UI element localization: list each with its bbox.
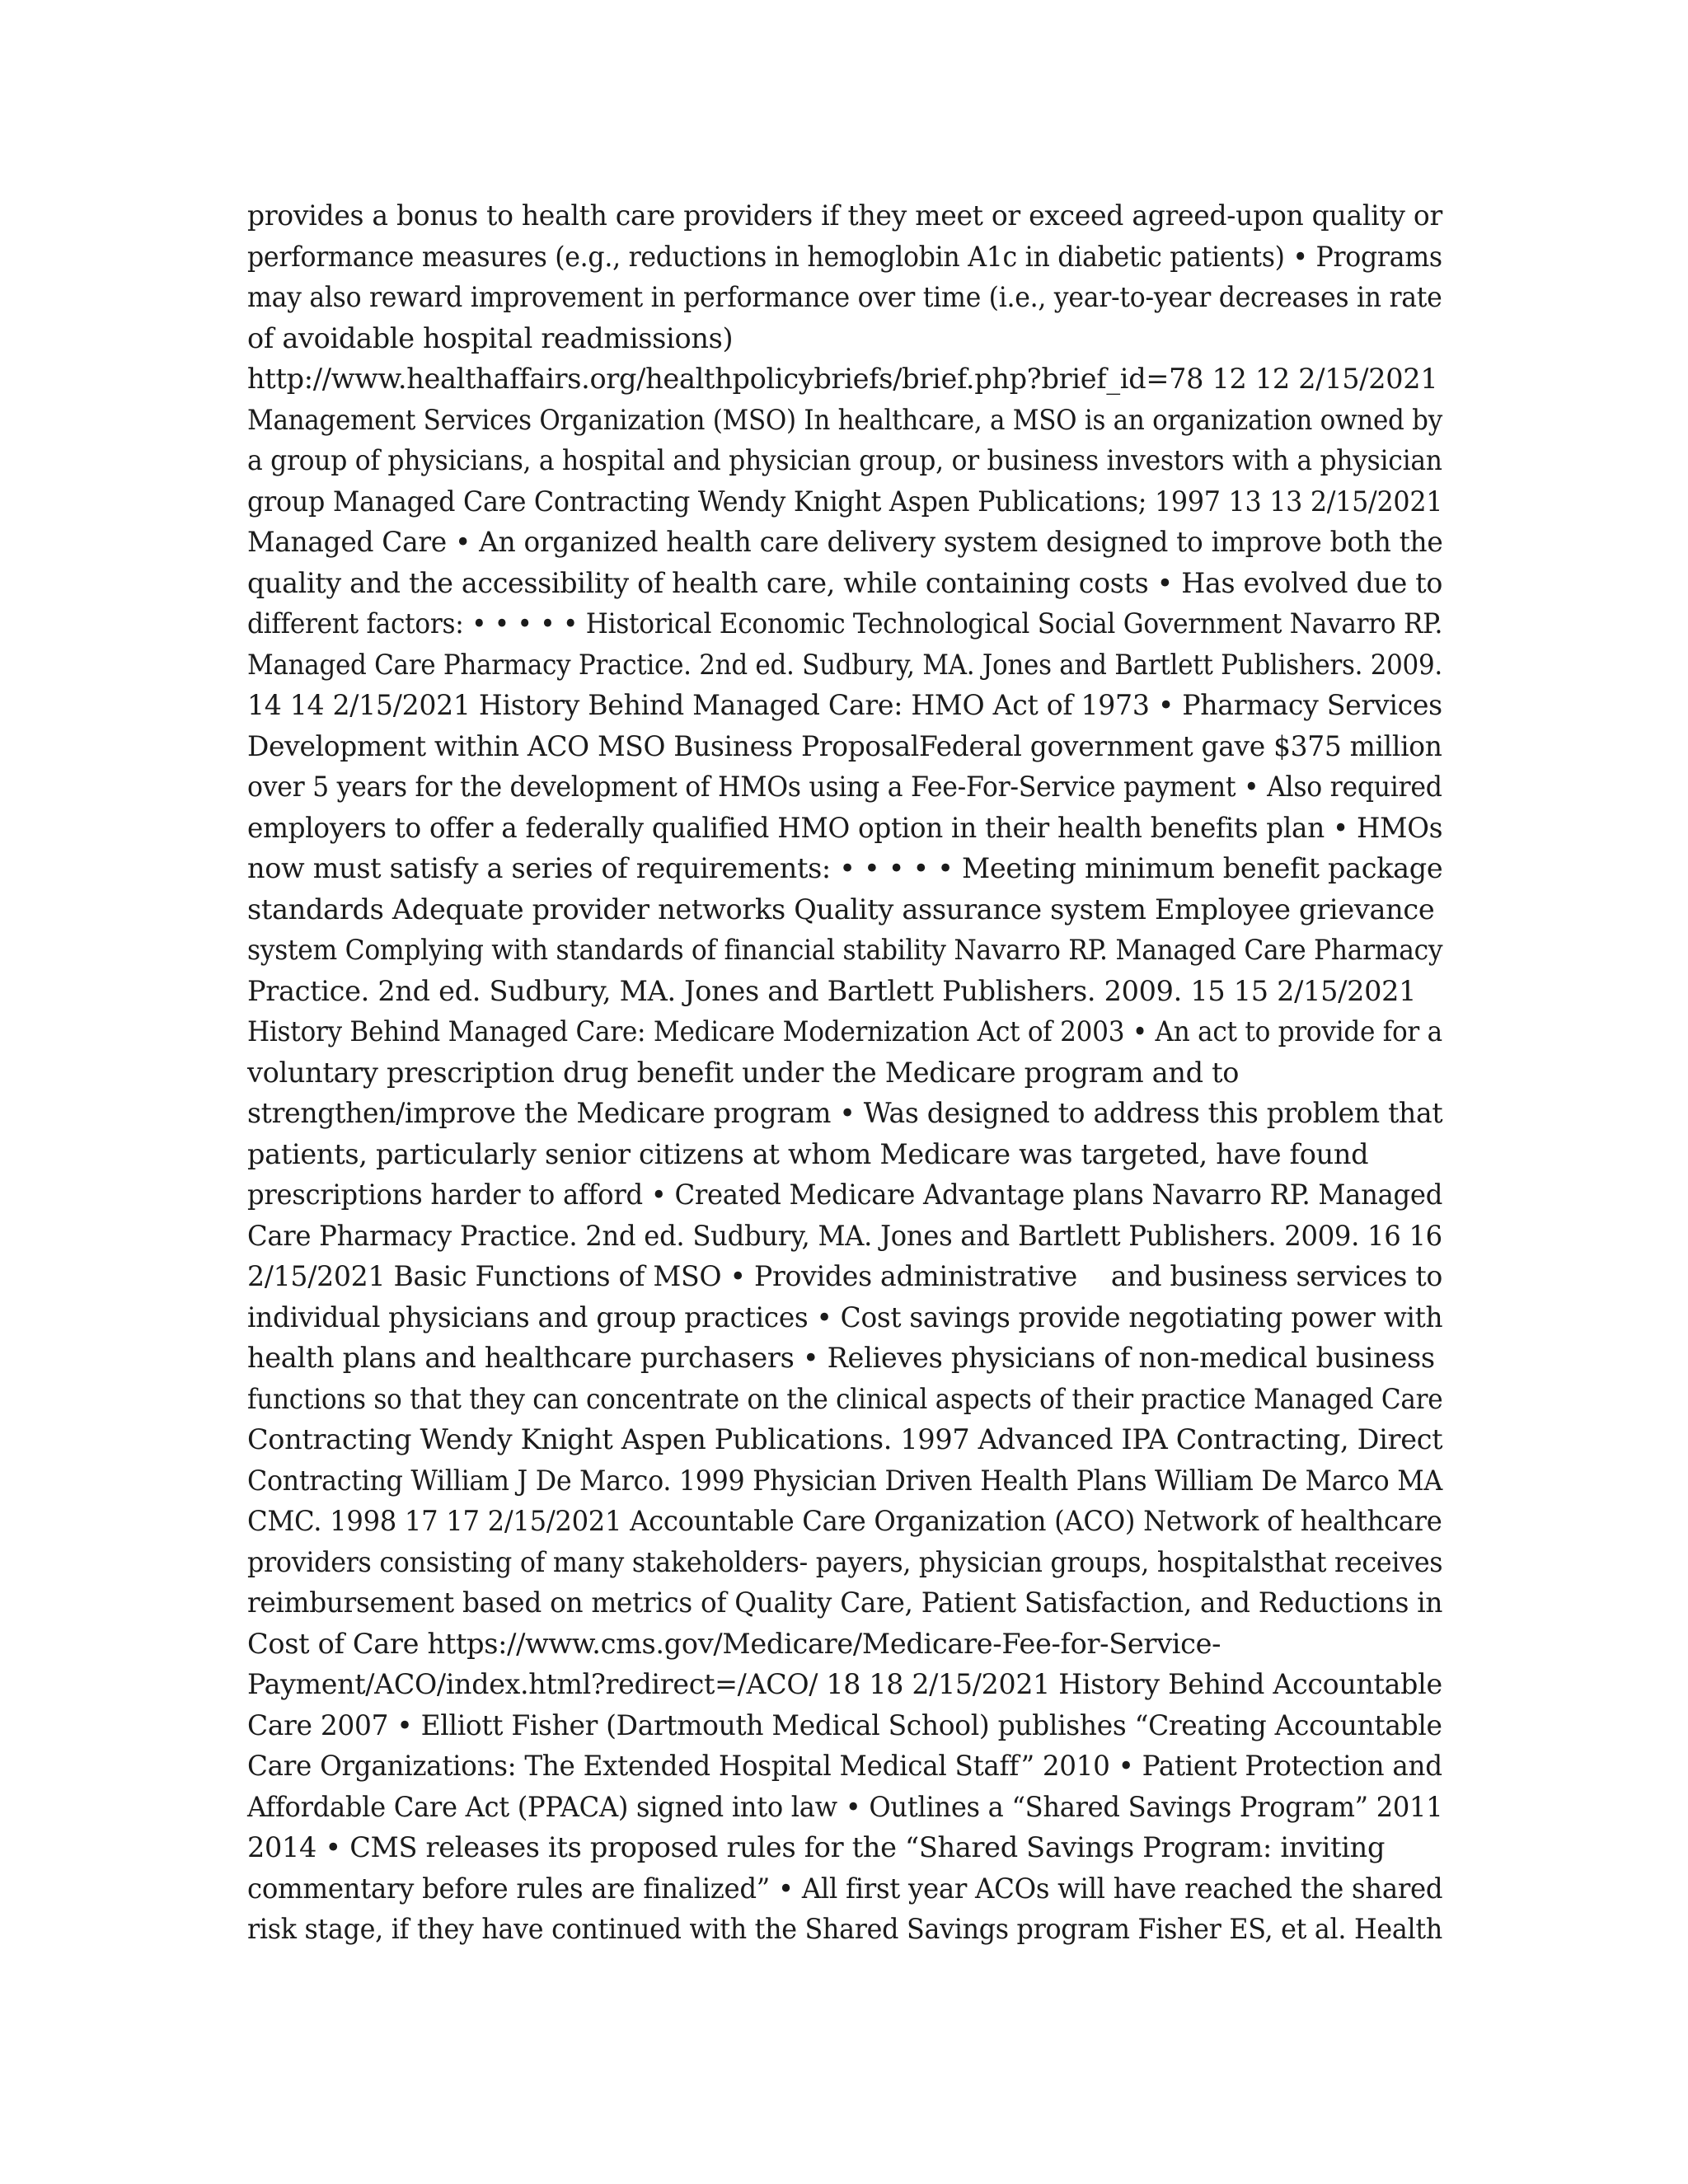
text-line: Affordable Care Act (PPACA) signed into law • Outlines a “Shared Savings Program” 2011 — [247, 1790, 1443, 1823]
text-line: commentary before rules are finalized” • All first year ACOs will have reached the shared — [247, 1872, 1443, 1905]
text-line: voluntary prescription drug benefit under the Medicare program and to — [247, 1056, 1240, 1089]
text-line: may also reward improvement in performance over time (i.e., year-to-year decreases in rate — [247, 281, 1442, 313]
text-line: employers to offer a federally qualified HMO option in their health benefits plan • HMOs — [247, 811, 1443, 844]
text-line: Contracting William J De Marco. 1999 Physician Driven Health Plans William De Marco MA — [247, 1464, 1442, 1497]
text-line: system Complying with standards of financial stability Navarro RP. Managed Care Pharmacy — [247, 934, 1443, 966]
text-line: Managed Care Pharmacy Practice. 2nd ed. Sudbury, MA. Jones and Bartlett Publishers. 2009. — [247, 648, 1442, 681]
text-line: prescriptions harder to afford • Created Medicare Advantage plans Navarro RP. Managed — [247, 1179, 1443, 1211]
text-line: CMC. 1998 17 17 2/15/2021 Accountable Care Organization (ACO) Network of healthcare — [247, 1505, 1442, 1537]
text-line: standards Adequate provider networks Quality assurance system Employee grievance — [247, 893, 1435, 926]
text-line: now must satisfy a series of requirements: • • • • • Meeting minimum benefit package — [247, 852, 1443, 884]
text-line: 2014 • CMS releases its proposed rules for the “Shared Savings Program: inviting — [247, 1831, 1386, 1863]
body-text — [247, 195, 1442, 1950]
text-line: functions so that they can concentrate on the clinical aspects of their practice Managed Care — [247, 1382, 1443, 1415]
text-line: History Behind Managed Care: Medicare Modernization Act of 2003 • An act to provide for a — [247, 1015, 1442, 1047]
text-line: Contracting Wendy Knight Aspen Publications. 1997 Advanced IPA Contracting, Direct — [247, 1423, 1443, 1455]
text-line: over 5 years for the development of HMOs using a Fee-For-Service payment • Also required — [247, 771, 1442, 803]
text-line: Care Pharmacy Practice. 2nd ed. Sudbury, MA. Jones and Bartlett Publishers. 2009. 16 16 — [247, 1219, 1442, 1252]
text-line: Payment/ACO/index.html?redirect=/ACO/ 18 18 2/15/2021 History Behind Accountable — [247, 1668, 1442, 1700]
text-line: a group of physicians, a hospital and physician group, or business investors with a physician — [247, 444, 1442, 476]
text-line: different factors: • • • • • Historical Economic Technological Social Government Navarro RP. — [247, 607, 1443, 640]
url-line: http://www.healthaffairs.org/healthpolicybriefs/brief.php?brief_id=78 12 12 2/15/2021 — [247, 363, 1438, 395]
text-line: performance measures (e.g., reductions in hemoglobin A1c in diabetic patients) • Programs — [247, 240, 1442, 273]
text-line: Managed Care • An organized health care delivery system designed to improve both the — [247, 526, 1443, 558]
text-line: individual physicians and group practices • Cost savings provide negotiating power with — [247, 1301, 1443, 1333]
text-line: risk stage, if they have continued with the Shared Savings program Fisher ES, et al. Health — [247, 1913, 1442, 1945]
text-line: health plans and healthcare purchasers • Relieves physicians of non-medical business — [247, 1342, 1435, 1374]
text-line: 14 14 2/15/2021 History Behind Managed Care: HMO Act of 1973 • Pharmacy Services — [247, 689, 1442, 721]
text-line: group Managed Care Contracting Wendy Knight Aspen Publications; 1997 13 13 2/15/2021 — [247, 485, 1443, 518]
url-line: Cost of Care https://www.cms.gov/Medicare/Medicare-Fee-for-Service- — [247, 1627, 1221, 1660]
text-line: Care Organizations: The Extended Hospital Medical Staff” 2010 • Patient Protection and — [247, 1750, 1442, 1782]
text-line: reimbursement based on metrics of Quality Care, Patient Satisfaction, and Reductions in — [247, 1586, 1443, 1619]
text-line: provides a bonus to health care providers if they meet or exceed agreed-upon quality or — [247, 199, 1442, 232]
text-line: of avoidable hospital readmissions) — [247, 321, 734, 354]
text-line: Management Services Organization (MSO) In healthcare, a MSO is an organization owned by — [247, 403, 1442, 436]
text-line: quality and the accessibility of health care, while containing costs • Has evolved due to — [247, 566, 1443, 599]
text-line: patients, particularly senior citizens at whom Medicare was targeted, have found — [247, 1137, 1369, 1170]
text-line: strengthen/improve the Medicare program • Was designed to address this problem that — [247, 1097, 1443, 1129]
text-line: Development within ACO MSO Business ProposalFederal government gave $375 million — [247, 729, 1442, 762]
text-line: providers consisting of many stakeholders- payers, physician groups, hospitalsthat receives — [247, 1545, 1443, 1578]
text-line: Practice. 2nd ed. Sudbury, MA. Jones and Bartlett Publishers. 2009. 15 15 2/15/2021 — [247, 974, 1417, 1007]
text-line: 2/15/2021 Basic Functions of MSO • Provides administrative and business services to — [247, 1260, 1443, 1292]
text-line: Care 2007 • Elliott Fisher (Dartmouth Medical School) publishes “Creating Accountable — [247, 1708, 1442, 1741]
